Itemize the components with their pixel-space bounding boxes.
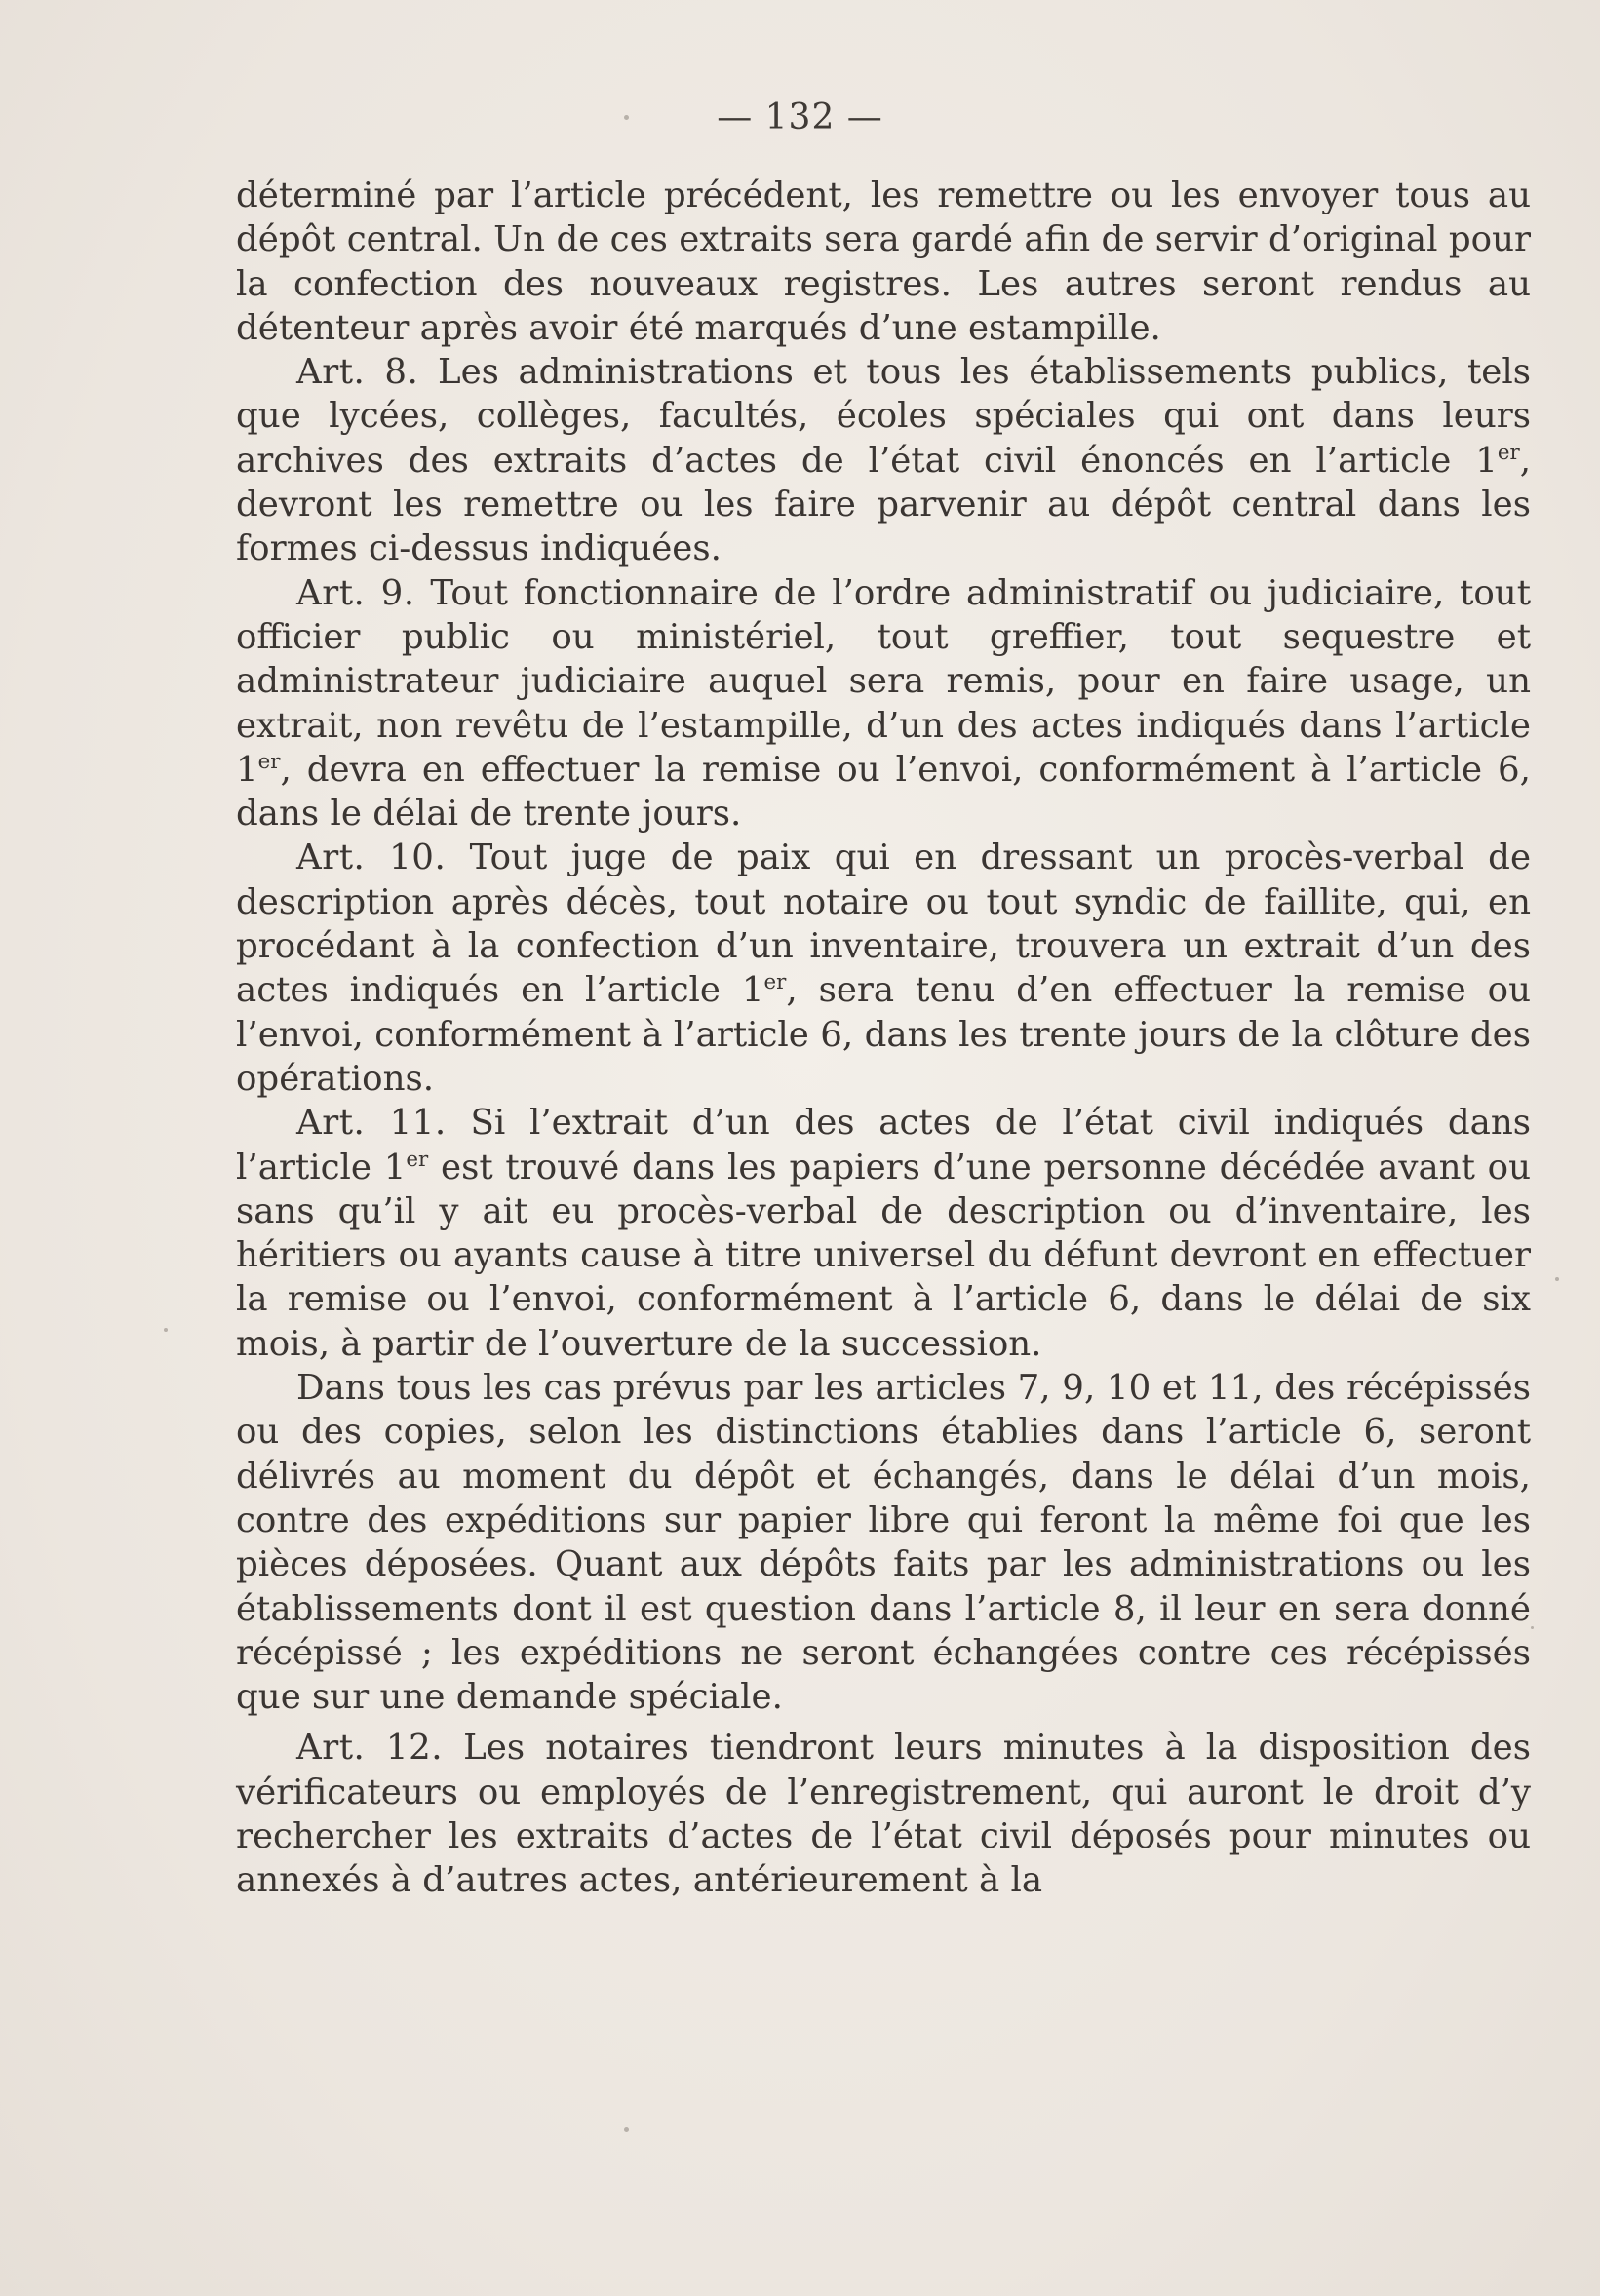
article-9 [236,571,1531,837]
article-heading: Art. 10. [296,837,447,878]
paper-speck [1531,1626,1534,1629]
article-text-tail: , devra en effectuer la remise ou l’envoi, conformément à l’article 6, dans le délai de trente jours. [236,749,1531,835]
ordinal-superscript: er [257,750,281,774]
ordinal-superscript: er [1497,440,1520,465]
article-11 [236,1101,1531,1366]
article-heading: Art. 12. [296,1728,444,1769]
article-text-tail: , devront les remettre ou les faire parvenir au dépôt central dans les formes ci-dessus indiquées. [236,440,1531,569]
article-text: Si l’extrait d’un des actes de l’état civil indiqués dans l’article 1 [236,1103,1532,1187]
paper-speck [1555,1277,1559,1281]
paragraph-continuation [236,174,1531,350]
paper-speck [164,1328,168,1332]
article-text: Tout fonctionnaire de l’ordre administratif ou judiciaire, tout officier public ou ministériel, tout greffier, tout sequestre et administrateur judiciaire auquel sera remis, pour en faire usage, un extrait, non revêtu de l’estampille, d’un des actes indiqués dans l’article 1 [236,572,1532,790]
article-8 [236,350,1531,570]
body-text [236,174,1531,1903]
article-text: Tout juge de paix qui en dressant un procès-verbal de description après décès, tout notaire ou tout syndic de faillite, qui, en procédant à la confection d’un inventaire, trouvera un extrait d’un des actes indiqués en l’article 1 [236,837,1532,1011]
ordinal-superscript: er [406,1147,429,1172]
paragraph-general-provisions [236,1366,1531,1719]
article-heading: Art. 8. [296,352,419,393]
paragraph-text: Dans tous les cas prévus par les articles 7, 9, 10 et 11, des récépissés ou des copies, selon les distinctions établies dans l’article 6, seront délivrés au moment du dépôt et échangés, dans le délai d’un mois, contre des expéditions sur papier libre qui feront la même foi que les pièces déposées. Quant aux dépôts faits par les administrations ou les établissements dont il est question dans l’article 8, il leur en sera donné récépissé ; les expéditions ne seront échangées contre ces récépissés que sur une demande spéciale. [236,1368,1531,1718]
paragraph-text: déterminé par l’article précédent, les remettre ou les envoyer tous au dépôt central. Un de ces extraits sera gardé afin de servir d’original pour la confection des nouveaux registres. Les autres seront rendus au détenteur après avoir été marqués d’une estampille. [236,175,1531,348]
article-text-tail: est trouvé dans les papiers d’une personne décédée avant ou sans qu’il y ait eu procès-verbal de description ou d’inventaire, les héritiers ou ayants cause à titre universel du défunt devront en effectuer la remise ou l’envoi, conformément à l’article 6, dans le délai de six mois, à partir de l’ouverture de la succession. [236,1147,1531,1364]
article-text: Les notaires tiendront leurs minutes à la disposition des vérificateurs ou employés de l’enregistrement, qui auront le droit d’y rechercher les extraits d’actes de l’état civil déposés pour minutes ou annexés à d’autres actes, antérieurement à la [236,1728,1531,1901]
article-text-tail: , sera tenu d’en effectuer la remise ou l’envoi, conformément à l’article 6, dans les trente jours de la clôture des opérations. [236,970,1531,1099]
paper-speck [624,2127,629,2132]
ordinal-superscript: er [763,970,787,995]
page-number: — 132 — [717,97,883,137]
article-10 [236,836,1531,1101]
article-heading: Art. 9. [296,572,415,613]
article-12 [236,1726,1531,1902]
paper-speck [624,115,629,120]
article-text: Les administrations et tous les établissements publics, tels que lycées, collèges, facultés, écoles spéciales qui ont dans leurs archives des extraits d’actes de l’état civil énoncés en l’article 1 [236,352,1531,481]
article-heading: Art. 11. [296,1103,447,1144]
